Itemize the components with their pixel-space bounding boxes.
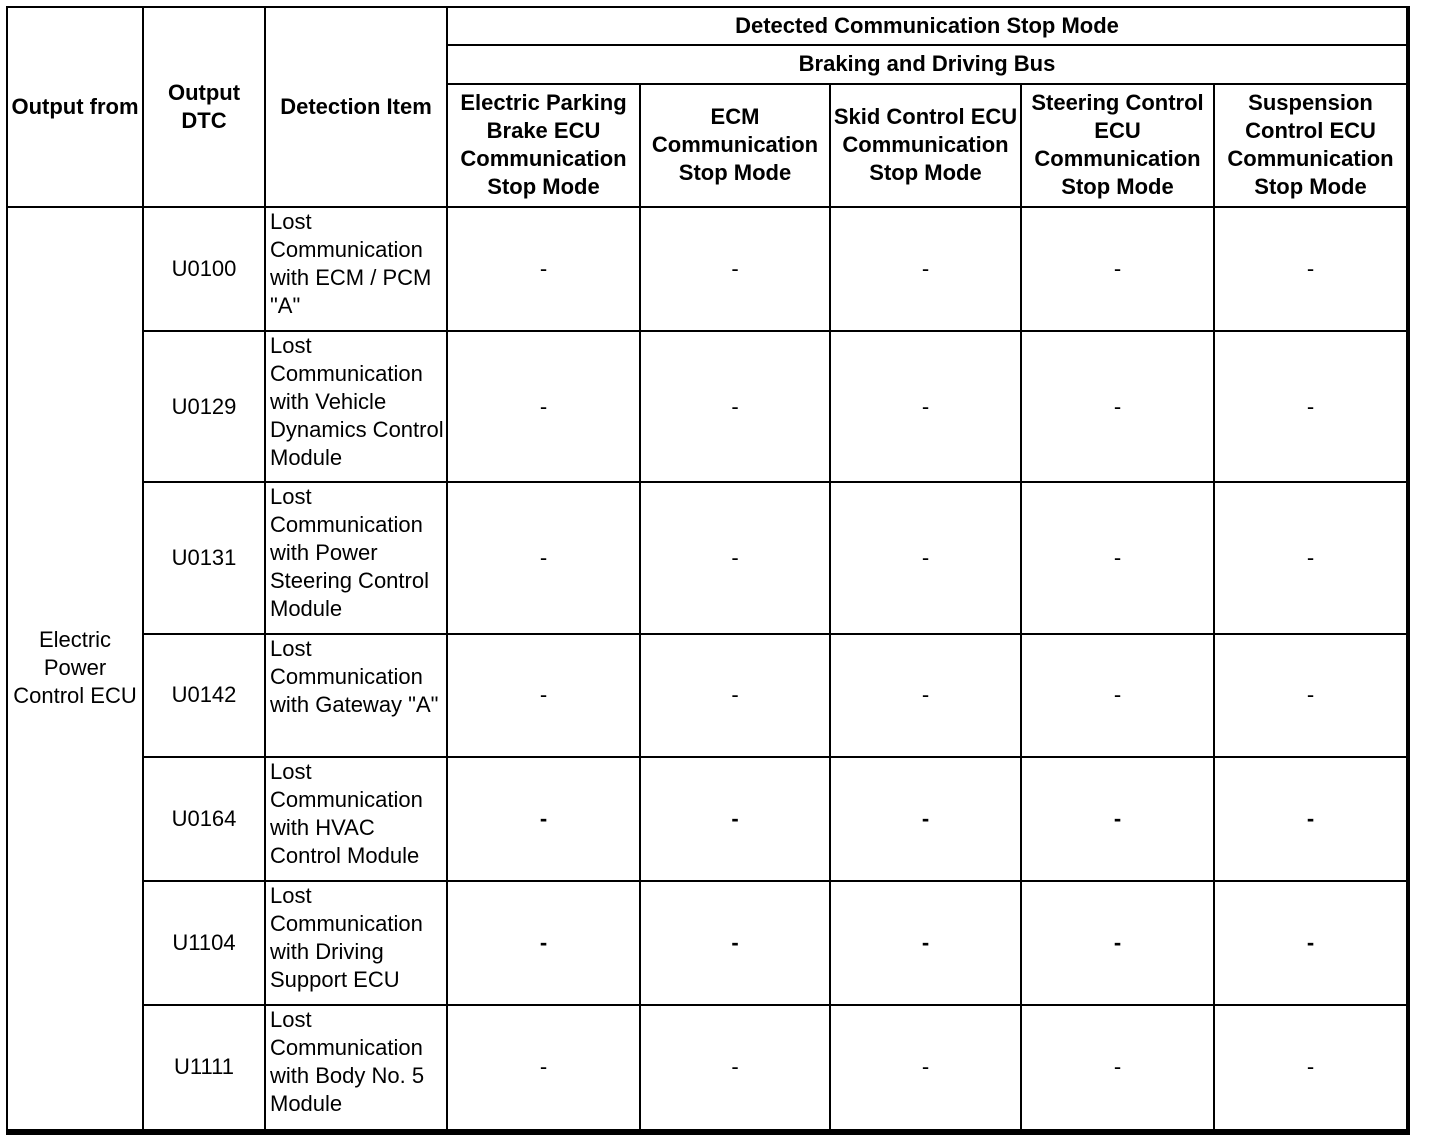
value-cell: - [640, 634, 830, 757]
header-output-from: Output from [7, 7, 143, 207]
header-col-ecm: ECM Communication Stop Mode [640, 84, 830, 207]
value-cell: - [1214, 881, 1407, 1005]
dtc-cell: U0100 [143, 207, 265, 331]
table-row [7, 482, 1407, 633]
header-col-skid: Skid Control ECU Communication Stop Mode [830, 84, 1021, 207]
dtc-cell: U1104 [143, 881, 265, 1005]
detection-item-cell: Lost Communication with Gateway "A" [265, 634, 447, 757]
value-cell: - [1021, 757, 1214, 881]
value-cell: - [1021, 634, 1214, 757]
value-cell: - [447, 482, 640, 633]
value-cell: - [1214, 331, 1407, 482]
header-detection-item: Detection Item [265, 7, 447, 207]
dtc-table [6, 6, 1408, 1131]
table-row [7, 881, 1407, 1005]
value-cell: - [447, 1005, 640, 1130]
value-cell: - [447, 207, 640, 331]
value-cell: - [1214, 757, 1407, 881]
table-row [7, 634, 1407, 757]
value-cell: - [830, 482, 1021, 633]
value-cell: - [447, 757, 640, 881]
value-cell: - [1214, 1005, 1407, 1130]
dtc-cell: U0142 [143, 634, 265, 757]
value-cell: - [640, 207, 830, 331]
value-cell: - [1021, 1005, 1214, 1130]
dtc-cell: U0129 [143, 331, 265, 482]
value-cell: - [640, 482, 830, 633]
value-cell: - [830, 1005, 1021, 1130]
header-col-epb: Electric Parking Brake ECU Communication Stop Mode [447, 84, 640, 207]
table-row [7, 757, 1407, 881]
dtc-cell: U0131 [143, 482, 265, 633]
value-cell: - [1021, 881, 1214, 1005]
table-row [7, 207, 1407, 331]
output-from-cell: Electric Power Control ECU [7, 207, 143, 1130]
table-row [7, 331, 1407, 482]
value-cell: - [830, 207, 1021, 331]
value-cell: - [830, 757, 1021, 881]
value-cell: - [830, 331, 1021, 482]
value-cell: - [1214, 634, 1407, 757]
value-cell: - [1214, 482, 1407, 633]
header-bus: Braking and Driving Bus [447, 45, 1407, 83]
detection-item-cell: Lost Communication with HVAC Control Module [265, 757, 447, 881]
header-detected-mode: Detected Communication Stop Mode [447, 7, 1407, 45]
dtc-cell: U0164 [143, 757, 265, 881]
value-cell: - [830, 634, 1021, 757]
value-cell: - [447, 634, 640, 757]
dtc-cell: U1111 [143, 1005, 265, 1130]
detection-item-cell: Lost Communication with Vehicle Dynamics Control Module [265, 331, 447, 482]
table-row [7, 1005, 1407, 1130]
value-cell: - [640, 1005, 830, 1130]
header-col-suspension: Suspension Control ECU Communication Stop Mode [1214, 84, 1407, 207]
value-cell: - [640, 881, 830, 1005]
detection-item-cell: Lost Communication with Body No. 5 Module [265, 1005, 447, 1130]
value-cell: - [1021, 331, 1214, 482]
table-frame [6, 6, 1410, 1135]
value-cell: - [830, 881, 1021, 1005]
value-cell: - [1021, 482, 1214, 633]
detection-item-cell: Lost Communication with Driving Support ECU [265, 881, 447, 1005]
value-cell: - [640, 331, 830, 482]
value-cell: - [447, 881, 640, 1005]
value-cell: - [447, 331, 640, 482]
header-col-steering: Steering Control ECU Communication Stop Mode [1021, 84, 1214, 207]
value-cell: - [1214, 207, 1407, 331]
value-cell: - [1021, 207, 1214, 331]
value-cell: - [640, 757, 830, 881]
detection-item-cell: Lost Communication with ECM / PCM "A" [265, 207, 447, 331]
detection-item-cell: Lost Communication with Power Steering Control Module [265, 482, 447, 633]
header-row-1 [7, 7, 1407, 45]
header-output-dtc: Output DTC [143, 7, 265, 207]
